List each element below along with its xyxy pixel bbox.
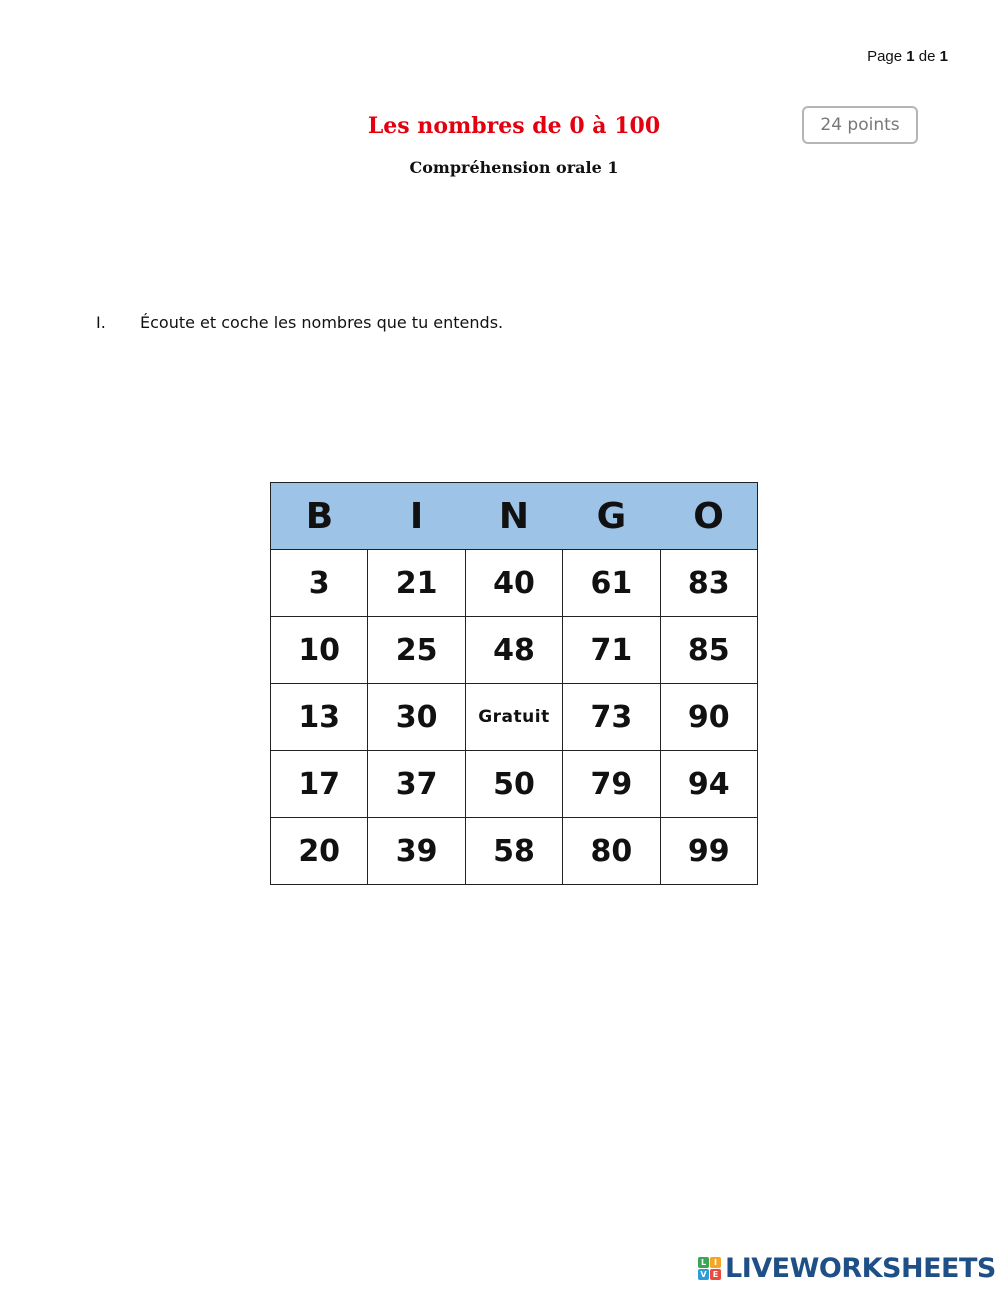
instruction	[96, 313, 503, 332]
bingo-cell[interactable]: 3	[271, 550, 368, 617]
worksheet-subtitle: Compréhension orale 1	[409, 158, 619, 177]
instruction-numeral: I.	[96, 313, 106, 332]
bingo-cell[interactable]: 85	[660, 617, 757, 684]
page-total: 1	[939, 48, 948, 65]
bingo-cell[interactable]: 58	[465, 818, 562, 885]
bingo-cell[interactable]: 61	[563, 550, 660, 617]
bingo-header-b: B	[271, 483, 368, 550]
page-word: Page	[867, 48, 903, 65]
bingo-card	[270, 482, 758, 885]
logo-mark-icon	[698, 1257, 721, 1280]
bingo-cell[interactable]: 21	[368, 550, 465, 617]
page-indicator	[867, 48, 948, 65]
bingo-cell[interactable]: 48	[465, 617, 562, 684]
instruction-text: Écoute et coche les nombres que tu entends.	[140, 313, 504, 332]
bingo-cell[interactable]: 94	[660, 751, 757, 818]
bingo-cell[interactable]: 50	[465, 751, 562, 818]
bingo-row	[271, 550, 758, 617]
bingo-header-n: N	[465, 483, 562, 550]
bingo-cell[interactable]: 39	[368, 818, 465, 885]
page-current: 1	[906, 48, 915, 65]
bingo-row	[271, 617, 758, 684]
bingo-cell[interactable]: 80	[563, 818, 660, 885]
bingo-row	[271, 684, 758, 751]
bingo-cell[interactable]: 13	[271, 684, 368, 751]
bingo-cell[interactable]: 71	[563, 617, 660, 684]
bingo-cell[interactable]: 30	[368, 684, 465, 751]
page-of: de	[918, 48, 936, 65]
bingo-header-row	[271, 483, 758, 550]
logo-text: LIVEWORKSHEETS	[725, 1253, 996, 1284]
liveworksheets-logo[interactable]	[698, 1253, 996, 1284]
logo-mark-letter: I	[710, 1257, 721, 1268]
bingo-cell[interactable]: 90	[660, 684, 757, 751]
bingo-cell[interactable]: 17	[271, 751, 368, 818]
bingo-free-cell: Gratuit	[465, 684, 562, 751]
bingo-header-i: I	[368, 483, 465, 550]
bingo-cell[interactable]: 83	[660, 550, 757, 617]
logo-mark-letter: E	[710, 1269, 721, 1280]
worksheet-title: Les nombres de 0 à 100	[367, 113, 661, 139]
bingo-cell[interactable]: 40	[465, 550, 562, 617]
logo-mark-letter: L	[698, 1257, 709, 1268]
bingo-cell[interactable]: 25	[368, 617, 465, 684]
bingo-cell[interactable]: 37	[368, 751, 465, 818]
bingo-cell[interactable]: 10	[271, 617, 368, 684]
logo-mark-letter: V	[698, 1269, 709, 1280]
bingo-cell[interactable]: 99	[660, 818, 757, 885]
bingo-row	[271, 818, 758, 885]
bingo-header-g: G	[563, 483, 660, 550]
bingo-cell[interactable]: 73	[563, 684, 660, 751]
bingo-cell[interactable]: 20	[271, 818, 368, 885]
bingo-header-o: O	[660, 483, 757, 550]
bingo-cell[interactable]: 79	[563, 751, 660, 818]
points-badge: 24 points	[802, 106, 918, 144]
bingo-row	[271, 751, 758, 818]
